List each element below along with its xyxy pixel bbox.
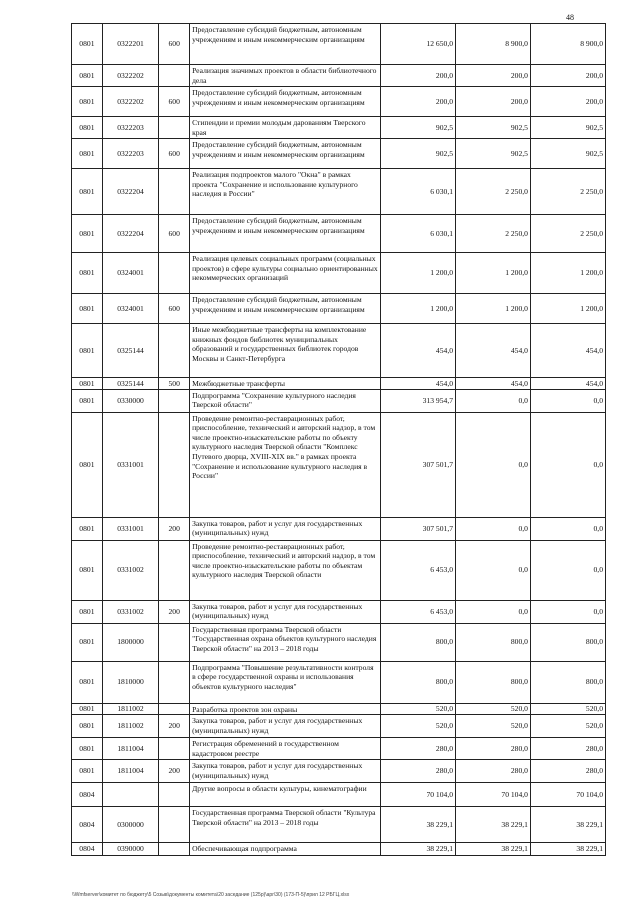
target-code-cell: 0330000 (102, 389, 158, 412)
amount-year-3-cell: 0,0 (530, 540, 605, 600)
amount-year-3-cell: 520,0 (530, 715, 605, 738)
section-code-cell: 0801 (72, 378, 103, 390)
amount-year-2-cell: 0,0 (456, 389, 531, 412)
table-row (72, 540, 606, 600)
amount-year-2-cell: 38 229,1 (456, 843, 531, 856)
amount-year-1-cell: 200,0 (381, 65, 456, 87)
amount-year-2-cell: 0,0 (456, 600, 531, 623)
target-code-cell: 0331002 (102, 600, 158, 623)
amount-year-3-cell: 0,0 (530, 517, 605, 540)
amount-year-3-cell: 38 229,1 (530, 807, 605, 843)
section-code-cell: 0801 (72, 87, 103, 117)
table-row (72, 169, 606, 215)
item-name-cell: Предоставление субсидий бюджетным, автономным учреждениям и иным некоммерческим организациям (190, 139, 381, 169)
item-name-cell: Обеспечивающая подпрограмма (190, 843, 381, 856)
amount-year-3-cell: 0,0 (530, 412, 605, 517)
section-code-cell: 0801 (72, 661, 103, 703)
amount-year-1-cell: 454,0 (381, 324, 456, 378)
table-row (72, 760, 606, 783)
target-code-cell: 0331001 (102, 517, 158, 540)
target-code-cell: 0324001 (102, 294, 158, 324)
amount-year-2-cell: 1 200,0 (456, 294, 531, 324)
target-code-cell: 0322204 (102, 169, 158, 215)
target-code-cell: 1810000 (102, 661, 158, 703)
table-row (72, 843, 606, 856)
amount-year-2-cell: 800,0 (456, 661, 531, 703)
section-code-cell: 0801 (72, 600, 103, 623)
item-name-cell: Реализация целевых социальных программ (социальных проектов) в сфере культуры социально ориентированных некоммерческих организаций (190, 253, 381, 294)
section-code-cell: 0801 (72, 117, 103, 139)
amount-year-2-cell: 38 229,1 (456, 807, 531, 843)
amount-year-1-cell: 1 200,0 (381, 294, 456, 324)
expense-type-cell: 500 (159, 378, 190, 390)
amount-year-2-cell: 200,0 (456, 87, 531, 117)
target-code-cell: 1811004 (102, 760, 158, 783)
target-code-cell: 0325144 (102, 324, 158, 378)
amount-year-3-cell: 280,0 (530, 760, 605, 783)
amount-year-2-cell: 2 250,0 (456, 169, 531, 215)
expense-type-cell (159, 703, 190, 715)
item-name-cell: Подпрограмма "Сохранение культурного наследия Тверской области" (190, 389, 381, 412)
expense-type-cell: 200 (159, 517, 190, 540)
amount-year-2-cell: 520,0 (456, 715, 531, 738)
table-row (72, 378, 606, 390)
amount-year-1-cell: 307 501,7 (381, 412, 456, 517)
target-code-cell: 0322202 (102, 65, 158, 87)
section-code-cell: 0801 (72, 324, 103, 378)
amount-year-3-cell: 1 200,0 (530, 253, 605, 294)
amount-year-1-cell: 520,0 (381, 715, 456, 738)
item-name-cell: Предоставление субсидий бюджетным, автономным учреждениям и иным некоммерческим организациям (190, 24, 381, 65)
amount-year-1-cell: 280,0 (381, 738, 456, 760)
amount-year-2-cell: 454,0 (456, 324, 531, 378)
section-code-cell: 0801 (72, 517, 103, 540)
table-row (72, 517, 606, 540)
file-path-footer: \\Wmfserver\комитет по бюджету\5 Созыв\документы комитета\20 заседание (125p)\apr\30) (173-П-5)\прил 12 РБГЦ.xlsx (72, 892, 350, 898)
target-code-cell: 0325144 (102, 378, 158, 390)
expense-type-cell: 600 (159, 139, 190, 169)
amount-year-2-cell: 280,0 (456, 760, 531, 783)
amount-year-2-cell: 454,0 (456, 378, 531, 390)
amount-year-1-cell: 38 229,1 (381, 843, 456, 856)
amount-year-1-cell: 6 030,1 (381, 215, 456, 253)
table-row (72, 703, 606, 715)
item-name-cell: Реализация значимых проектов в области библиотечного дела (190, 65, 381, 87)
section-code-cell: 0801 (72, 389, 103, 412)
amount-year-2-cell: 8 900,0 (456, 24, 531, 65)
expense-type-cell: 200 (159, 715, 190, 738)
amount-year-2-cell: 2 250,0 (456, 215, 531, 253)
target-code-cell: 0322201 (102, 24, 158, 65)
amount-year-1-cell: 313 954,7 (381, 389, 456, 412)
amount-year-2-cell: 70 104,0 (456, 783, 531, 807)
amount-year-2-cell: 520,0 (456, 703, 531, 715)
amount-year-3-cell: 200,0 (530, 65, 605, 87)
section-code-cell: 0801 (72, 760, 103, 783)
item-name-cell: Проведение ремонтно-реставрационных работ, приспособление, технический и авторский надзор, в том числе проектно-изыскательские работы по объекту культурного наследия Тверской области "Комплекс Путевого дворца, XVIII-XIX вв." в рамках проекта "Сохранение и использование культурного наследия в России" (190, 412, 381, 517)
amount-year-1-cell: 12 650,0 (381, 24, 456, 65)
table-row (72, 294, 606, 324)
amount-year-3-cell: 0,0 (530, 389, 605, 412)
amount-year-1-cell: 800,0 (381, 661, 456, 703)
expense-type-cell (159, 117, 190, 139)
amount-year-3-cell: 8 900,0 (530, 24, 605, 65)
target-code-cell: 0322203 (102, 117, 158, 139)
budget-table (71, 23, 606, 856)
amount-year-2-cell: 1 200,0 (456, 253, 531, 294)
table-row (72, 117, 606, 139)
table-row (72, 623, 606, 661)
section-code-cell: 0801 (72, 139, 103, 169)
table-row (72, 600, 606, 623)
amount-year-1-cell: 6 030,1 (381, 169, 456, 215)
expense-type-cell (159, 843, 190, 856)
item-name-cell: Закупка товаров, работ и услуг для государственных (муниципальных) нужд (190, 760, 381, 783)
amount-year-1-cell: 454,0 (381, 378, 456, 390)
item-name-cell: Иные межбюджетные трансферты на комплектование книжных фондов библиотек муниципальных образований и государственных библиотек городов Москвы и Санкт-Петербурга (190, 324, 381, 378)
section-code-cell: 0804 (72, 807, 103, 843)
table-row (72, 215, 606, 253)
page-number: 48 (566, 13, 574, 22)
table-row (72, 253, 606, 294)
expense-type-cell (159, 253, 190, 294)
section-code-cell: 0801 (72, 412, 103, 517)
table-row (72, 738, 606, 760)
amount-year-2-cell: 902,5 (456, 117, 531, 139)
item-name-cell: Предоставление субсидий бюджетным, автономным учреждениям и иным некоммерческим организациям (190, 215, 381, 253)
expense-type-cell (159, 412, 190, 517)
target-code-cell: 0322203 (102, 139, 158, 169)
expense-type-cell (159, 661, 190, 703)
item-name-cell: Межбюджетные трансферты (190, 378, 381, 390)
amount-year-1-cell: 6 453,0 (381, 600, 456, 623)
amount-year-2-cell: 0,0 (456, 517, 531, 540)
target-code-cell: 1811002 (102, 703, 158, 715)
table-row (72, 783, 606, 807)
amount-year-2-cell: 0,0 (456, 540, 531, 600)
table-row (72, 139, 606, 169)
amount-year-3-cell: 454,0 (530, 324, 605, 378)
amount-year-3-cell: 902,5 (530, 117, 605, 139)
section-code-cell: 0801 (72, 703, 103, 715)
expense-type-cell (159, 783, 190, 807)
amount-year-1-cell: 280,0 (381, 760, 456, 783)
item-name-cell: Реализация подпроектов малого "Окна" в рамках проекта "Сохранение и использование культурного наследия в России" (190, 169, 381, 215)
item-name-cell: Подпрограмма "Повышение результативности контроля в сфере государственной охраны и использования объектов культурного наследия" (190, 661, 381, 703)
target-code-cell: 0390000 (102, 843, 158, 856)
table-row (72, 324, 606, 378)
section-code-cell: 0804 (72, 843, 103, 856)
expense-type-cell (159, 324, 190, 378)
item-name-cell: Закупка товаров, работ и услуг для государственных (муниципальных) нужд (190, 715, 381, 738)
amount-year-3-cell: 1 200,0 (530, 294, 605, 324)
amount-year-3-cell: 2 250,0 (530, 169, 605, 215)
item-name-cell: Закупка товаров, работ и услуг для государственных (муниципальных) нужд (190, 600, 381, 623)
expense-type-cell (159, 540, 190, 600)
item-name-cell: Стипендии и премии молодым дарованиям Тверского края (190, 117, 381, 139)
expense-type-cell: 600 (159, 24, 190, 65)
amount-year-2-cell: 200,0 (456, 65, 531, 87)
amount-year-3-cell: 520,0 (530, 703, 605, 715)
table-row (72, 807, 606, 843)
target-code-cell: 0324001 (102, 253, 158, 294)
item-name-cell: Закупка товаров, работ и услуг для государственных (муниципальных) нужд (190, 517, 381, 540)
amount-year-2-cell: 280,0 (456, 738, 531, 760)
target-code-cell: 1800000 (102, 623, 158, 661)
item-name-cell: Государственная программа Тверской области "Государственная охрана объектов культурного наследия Тверской области" на 2013 – 2018 годы (190, 623, 381, 661)
section-code-cell: 0801 (72, 253, 103, 294)
section-code-cell: 0801 (72, 715, 103, 738)
target-code-cell: 0322202 (102, 87, 158, 117)
amount-year-1-cell: 902,5 (381, 139, 456, 169)
item-name-cell: Проведение ремонтно-реставрационных работ, приспособление, технический и авторский надзор, в том числе проектно-изыскательские работы по объектам культурного наследия Тверской области (190, 540, 381, 600)
table-row (72, 87, 606, 117)
expense-type-cell (159, 389, 190, 412)
section-code-cell: 0801 (72, 65, 103, 87)
section-code-cell: 0801 (72, 169, 103, 215)
expense-type-cell (159, 807, 190, 843)
table-row (72, 661, 606, 703)
expense-type-cell: 600 (159, 215, 190, 253)
expense-type-cell: 200 (159, 760, 190, 783)
expense-type-cell (159, 65, 190, 87)
section-code-cell: 0801 (72, 540, 103, 600)
target-code-cell: 0331001 (102, 412, 158, 517)
section-code-cell: 0801 (72, 738, 103, 760)
table-row (72, 389, 606, 412)
section-code-cell: 0804 (72, 783, 103, 807)
item-name-cell: Предоставление субсидий бюджетным, автономным учреждениям и иным некоммерческим организациям (190, 87, 381, 117)
amount-year-3-cell: 902,5 (530, 139, 605, 169)
expense-type-cell: 200 (159, 600, 190, 623)
amount-year-3-cell: 2 250,0 (530, 215, 605, 253)
item-name-cell: Предоставление субсидий бюджетным, автономным учреждениям и иным некоммерческим организациям (190, 294, 381, 324)
section-code-cell: 0801 (72, 623, 103, 661)
target-code-cell: 0300000 (102, 807, 158, 843)
amount-year-1-cell: 70 104,0 (381, 783, 456, 807)
expense-type-cell: 600 (159, 294, 190, 324)
amount-year-1-cell: 38 229,1 (381, 807, 456, 843)
amount-year-1-cell: 6 453,0 (381, 540, 456, 600)
item-name-cell: Регистрация обременений в государственном кадастровом реестре (190, 738, 381, 760)
amount-year-2-cell: 0,0 (456, 412, 531, 517)
amount-year-1-cell: 902,5 (381, 117, 456, 139)
section-code-cell: 0801 (72, 294, 103, 324)
amount-year-3-cell: 454,0 (530, 378, 605, 390)
amount-year-3-cell: 280,0 (530, 738, 605, 760)
amount-year-3-cell: 800,0 (530, 623, 605, 661)
section-code-cell: 0801 (72, 215, 103, 253)
amount-year-1-cell: 520,0 (381, 703, 456, 715)
amount-year-3-cell: 38 229,1 (530, 843, 605, 856)
expense-type-cell (159, 738, 190, 760)
amount-year-1-cell: 200,0 (381, 87, 456, 117)
target-code-cell: 0331002 (102, 540, 158, 600)
amount-year-3-cell: 70 104,0 (530, 783, 605, 807)
table-row (72, 715, 606, 738)
amount-year-3-cell: 800,0 (530, 661, 605, 703)
target-code-cell: 1811004 (102, 738, 158, 760)
target-code-cell (102, 783, 158, 807)
amount-year-3-cell: 200,0 (530, 87, 605, 117)
table-row (72, 65, 606, 87)
target-code-cell: 0322204 (102, 215, 158, 253)
table-row (72, 412, 606, 517)
amount-year-1-cell: 1 200,0 (381, 253, 456, 294)
item-name-cell: Государственная программа Тверской области "Культура Тверской области" на 2013 – 2018 годы (190, 807, 381, 843)
item-name-cell: Другие вопросы в области культуры, кинематографии (190, 783, 381, 807)
expense-type-cell: 600 (159, 87, 190, 117)
amount-year-1-cell: 800,0 (381, 623, 456, 661)
amount-year-3-cell: 0,0 (530, 600, 605, 623)
target-code-cell: 1811002 (102, 715, 158, 738)
table-row (72, 24, 606, 65)
amount-year-2-cell: 902,5 (456, 139, 531, 169)
item-name-cell: Разработка проектов зон охраны (190, 703, 381, 715)
amount-year-2-cell: 800,0 (456, 623, 531, 661)
expense-type-cell (159, 623, 190, 661)
expense-type-cell (159, 169, 190, 215)
amount-year-1-cell: 307 501,7 (381, 517, 456, 540)
section-code-cell: 0801 (72, 24, 103, 65)
